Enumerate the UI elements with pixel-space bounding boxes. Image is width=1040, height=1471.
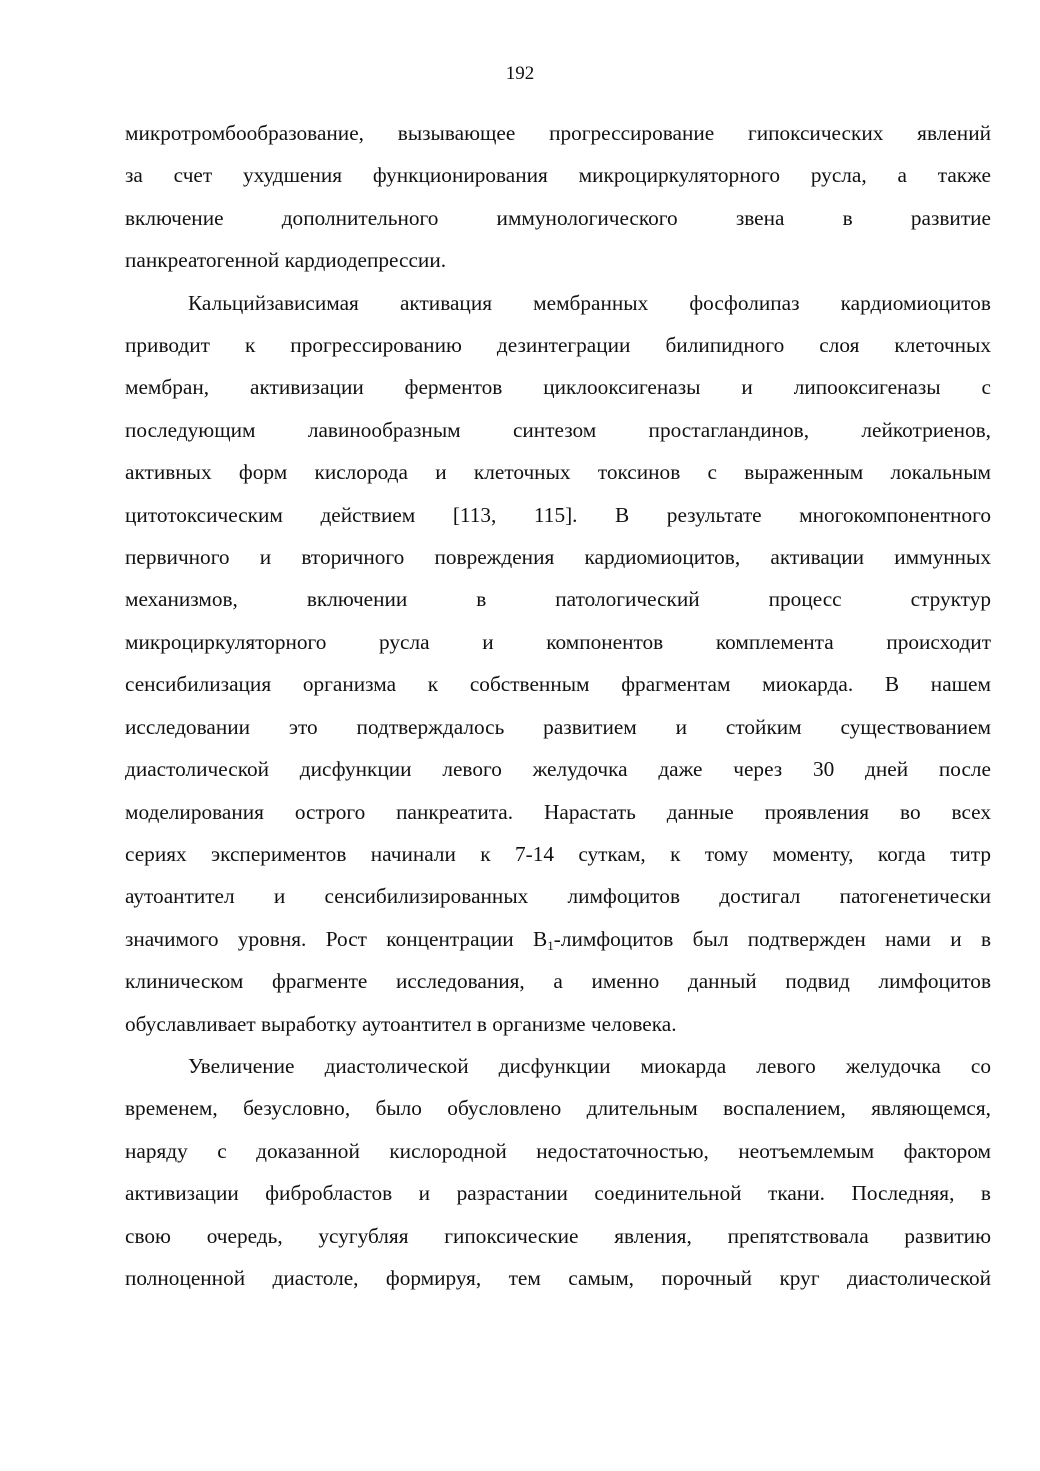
- body-text: [125, 112, 991, 1299]
- text-line: панкреатогенной кардиодепрессии.: [125, 248, 447, 273]
- text-line: полноценной диастоле, формируя, тем самым, порочный круг диастолической: [125, 1265, 991, 1290]
- text-line: моделирования острого панкреатита. Нарастать данные проявления во всех: [125, 799, 991, 824]
- text-line: активных форм кислорода и клеточных токсинов с выраженным локальным: [125, 460, 991, 485]
- paragraph-3: [125, 1045, 991, 1299]
- text-line: аутоантител и сенсибилизированных лимфоцитов достигал патогенетически: [125, 884, 991, 909]
- page-number: 192: [505, 63, 535, 84]
- text-line: сенсибилизация организма к собственным фрагментам миокарда. В нашем: [125, 672, 991, 697]
- text-line: приводит к прогрессированию дезинтеграции билипидного слоя клеточных: [125, 333, 991, 358]
- subscript: 1: [547, 937, 554, 953]
- text-line: механизмов, включении в патологический процесс структур: [125, 587, 991, 612]
- text-line: наряду с доказанной кислородной недостаточностью, неотъемлемым фактором: [125, 1138, 991, 1163]
- text-line: диастолической дисфункции левого желудочка даже через 30 дней после: [125, 757, 991, 782]
- text-line: микротромбообразование, вызывающее прогрессирование гипоксических явлений: [125, 121, 991, 145]
- text-line: за счет ухудшения функционирования микроциркуляторного русла, а также: [125, 163, 991, 188]
- text-line: цитотоксическим действием [113, 115]. В результате многокомпонентного: [125, 502, 991, 527]
- text-line: Кальцийзависимая активация мембранных фосфолипаз кардиомиоцитов: [188, 290, 991, 315]
- text-line: сериях экспериментов начинали к 7-14 суткам, к тому моменту, когда титр: [125, 841, 991, 866]
- text-line: свою очередь, усугубляя гипоксические явления, препятствовала развитию: [125, 1223, 991, 1248]
- text-line: [125, 918, 991, 960]
- text-line: обуславливает выработку аутоантител в организме человека.: [125, 1011, 677, 1036]
- text-segment: значимого уровня. Рост концентрации В: [125, 926, 548, 951]
- text-line: включение дополнительного иммунологического звена в развитие: [125, 205, 991, 230]
- text-segment: -лимфоцитов был подтвержден нами и в: [553, 926, 991, 951]
- text-line: Увеличение диастолической дисфункции миокарда левого желудочка со: [188, 1053, 991, 1078]
- text-line: первичного и вторичного повреждения кардиомиоцитов, активации иммунных: [125, 545, 991, 570]
- text-line: мембран, активизации ферментов циклооксигеназы и липооксигеназы с: [125, 375, 991, 400]
- paragraph-1: [125, 112, 991, 282]
- text-line: исследовании это подтверждалось развитием и стойким существованием: [125, 714, 991, 739]
- text-line: микроциркуляторного русла и компонентов комплемента происходит: [125, 629, 991, 654]
- paragraph-2: [125, 282, 991, 1045]
- text-line: клиническом фрагменте исследования, а именно данный подвид лимфоцитов: [125, 969, 991, 994]
- text-line: последующим лавинообразным синтезом простагландинов, лейкотриенов,: [125, 417, 991, 442]
- text-line: активизации фибробластов и разрастании соединительной ткани. Последняя, в: [125, 1181, 991, 1206]
- text-line: временем, безусловно, было обусловлено длительным воспалением, являющемся,: [125, 1096, 991, 1121]
